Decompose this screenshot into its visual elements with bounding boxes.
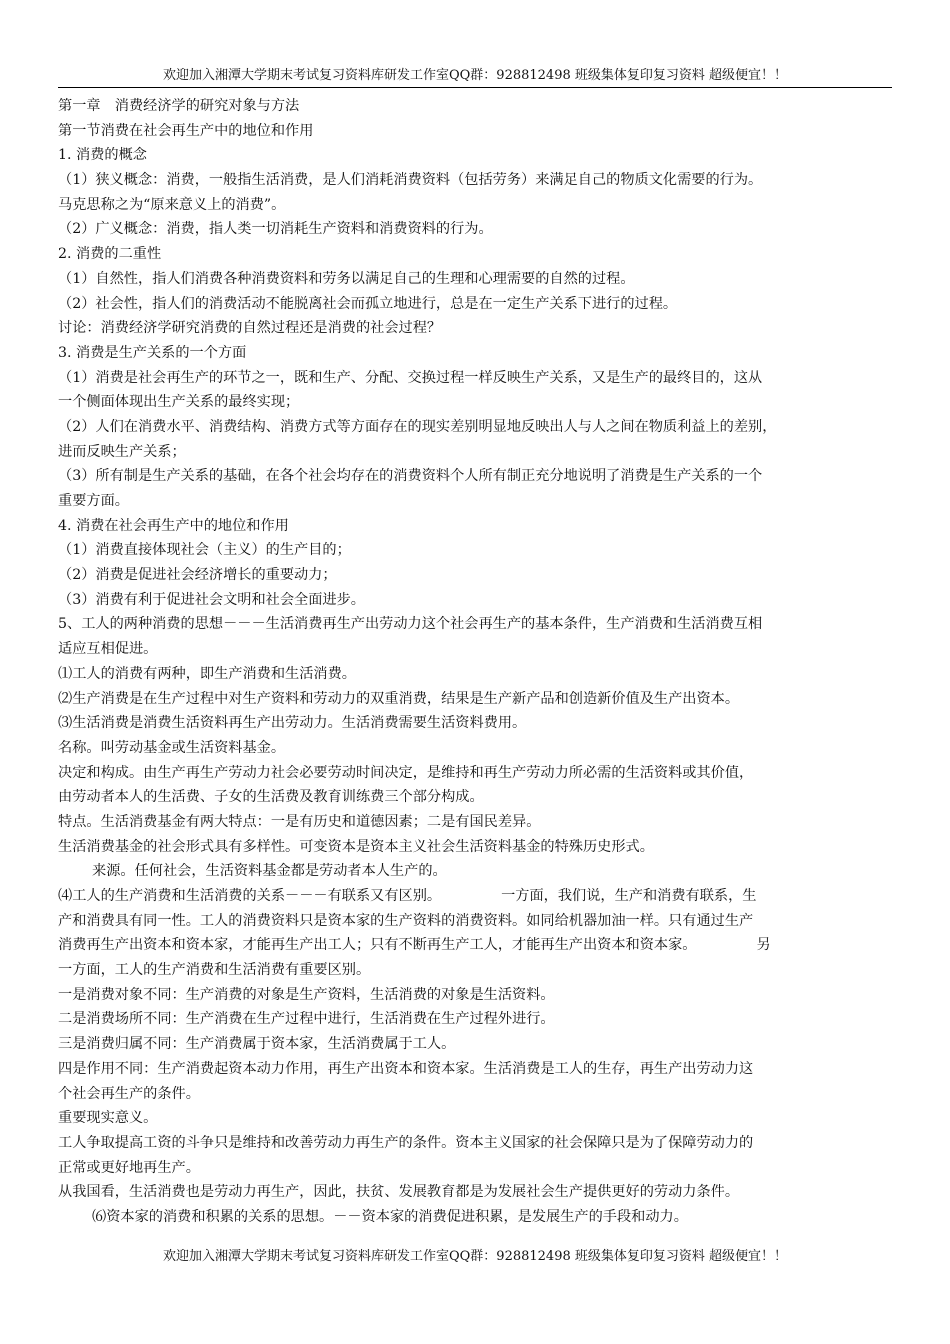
text-line: 一是消费对象不同：生产消费的对象是生产资料，生活消费的对象是生活资料。 [58,986,555,1003]
text-line: 2. 消费的二重性 [58,246,162,263]
text-line: （3）所有制是生产关系的基础，在各个社会均存在的消费资料个人所有制正充分地说明了消费是生产关系的一个 [58,468,763,485]
text-line: （1）消费直接体现社会（主义）的生产目的； [58,542,351,559]
text-line: 名称。叫劳动基金或生活资料基金。 [58,739,286,756]
text-line: 三是消费归属不同：生产消费属于资本家，生活消费属于工人。 [58,1036,456,1053]
document-body [58,94,898,1230]
section-title: 第一节消费在社会再生产中的地位和作用 [58,122,314,139]
text-line-split [58,884,898,909]
text-line: 马克思称之为“原来意义上的消费”。 [58,196,286,213]
text-line: 3. 消费是生产关系的一个方面 [58,344,247,361]
text-line: 讨论：消费经济学研究消费的自然过程还是消费的社会过程？ [58,320,442,337]
page-header: 欢迎加入湘潭大学期末考试复习资料库研发工作室QQ群：928812498 班级集体复印复习资料 超级便宜！！ [58,66,892,88]
text-line: 由劳动者本人的生活费、子女的生活费及教育训练费三个部分构成。 [58,789,484,806]
text-line: （2）人们在消费水平、消费结构、消费方式等方面存在的现实差别明显地反映出人与人之间在物质利益上的差别， [58,418,777,435]
text-line: 特点。生活消费基金有两大特点：一是有历史和道德因素；二是有国民差异。 [58,813,541,830]
text-line: 1. 消费的概念 [58,147,147,164]
text-line: ⑵生产消费是在生产过程中对生产资料和劳动力的双重消费，结果是生产新产品和创造新价值及生产出资本。 [58,690,740,707]
text-line: 5、工人的两种消费的思想－－－生活消费再生产出劳动力这个社会再生产的基本条件，生产消费和生活消费互相 [58,616,763,633]
text-line: 一个侧面体现出生产关系的最终实现； [58,394,300,411]
text-line: 二是消费场所不同：生产消费在生产过程中进行，生活消费在生产过程外进行。 [58,1011,555,1028]
text-line: 来源。任何社会，生活资料基金都是劳动者本人生产的。 [92,863,447,880]
text-segment: 另 [756,937,771,954]
page-footer: 欢迎加入湘潭大学期末考试复习资料库研发工作室QQ群：928812498 班级集体复印复习资料 超级便宜！！ [162,1249,788,1264]
text-segment: ⑷工人的生产消费和生活消费的关系－－－有联系又有区别。 [58,888,442,904]
text-line: 工人争取提高工资的斗争只是维持和改善劳动力再生产的条件。资本主义国家的社会保障只是为了保障劳动力的 [58,1134,754,1151]
text-line: 进而反映生产关系； [58,443,186,460]
text-line: 适应互相促进。 [58,641,158,658]
text-line: 决定和构成。由生产再生产劳动力社会必要劳动时间决定，是维持和再生产劳动力所必需的生活资料或其价值， [58,764,754,781]
text-segment: 消费再生产出资本和资本家，才能再生产出工人；只有不断再生产工人，才能再生产出资本和资本家。 [58,937,697,954]
text-line: （2）社会性，指人们的消费活动不能脱离社会而孤立地进行，总是在一定生产关系下进行的过程。 [58,295,678,312]
text-line: 重要现实意义。 [58,1110,158,1127]
text-line: 生活消费基金的社会形式具有多样性。可变资本是资本主义社会生活资料基金的特殊历史形式。 [58,838,654,855]
text-line: ⑴工人的消费有两种，即生产消费和生活消费。 [58,665,356,682]
text-line: 从我国看，生活消费也是劳动力再生产，因此，扶贫、发展教育都是为发展社会生产提供更好的劳动力条件。 [58,1184,740,1201]
text-line: （2）消费是促进社会经济增长的重要动力； [58,567,337,584]
text-segment: 一方面，我们说，生产和消费有联系，生 [501,888,757,904]
text-line: （3）消费有利于促进社会文明和社会全面进步。 [58,591,365,608]
text-line: 一方面，工人的生产消费和生活消费有重要区别。 [58,962,371,979]
text-line: ⑹资本家的消费和积累的关系的思想。－－资本家的消费促进积累，是发展生产的手段和动力。 [92,1208,688,1225]
text-line: 重要方面。 [58,493,129,509]
text-line-split [58,933,898,958]
text-line: 4. 消费在社会再生产中的地位和作用 [58,517,289,534]
text-line: 个社会再生产的条件。 [58,1085,200,1102]
text-line: 产和消费具有同一性。工人的消费资料只是资本家的生产资料的消费资料。如同给机器加油一样。只有通过生产 [58,912,754,929]
text-line: （1）消费是社会再生产的环节之一，既和生产、分配、交换过程一样反映生产关系，又是生产的最终目的，这从 [58,369,763,386]
text-line: 四是作用不同：生产消费起资本动力作用，再生产出资本和资本家。生活消费是工人的生存，再生产出劳动力这 [58,1060,754,1077]
text-line: 正常或更好地再生产。 [58,1159,200,1176]
text-line: （1）狭义概念：消费，一般指生活消费，是人们消耗消费资料（包括劳务）来满足自己的物质文化需要的行为。 [58,172,763,189]
text-line: （2）广义概念：消费，指人类一切消耗生产资料和消费资料的行为。 [58,221,493,238]
text-line: （1）自然性，指人们消费各种消费资料和劳务以满足自己的生理和心理需要的自然的过程。 [58,270,635,287]
text-line: ⑶生活消费是消费生活资料再生产出劳动力。生活消费需要生活资料费用。 [58,715,527,732]
chapter-title: 第一章 消费经济学的研究对象与方法 [58,98,300,114]
